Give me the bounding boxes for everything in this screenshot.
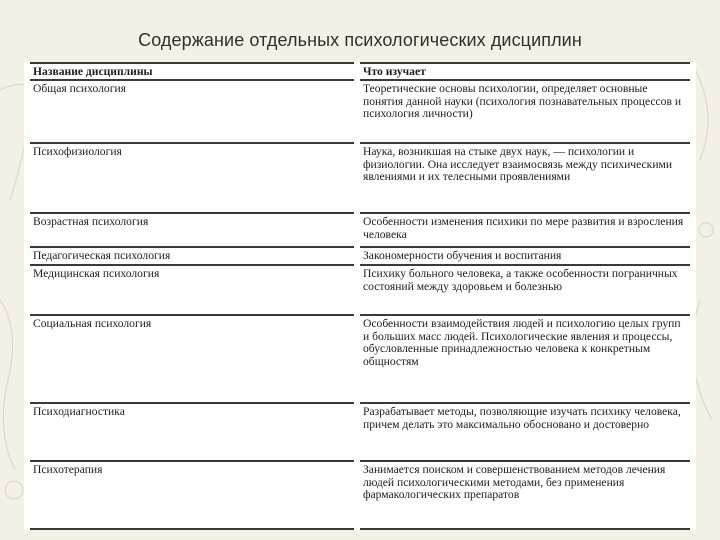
table-row bbox=[30, 142, 690, 212]
discipline-name: Общая психология bbox=[30, 79, 354, 142]
slide-title: Содержание отдельных психологических дисциплин bbox=[138, 30, 582, 50]
table-row bbox=[30, 246, 690, 264]
discipline-name: Возрастная психология bbox=[30, 212, 354, 246]
discipline-description: Особенности взаимодействия людей и психологию целых групп и больших масс людей. Психологические явления и процессы, обусловленные принадлежностью человека к конкретным общностям bbox=[360, 314, 690, 402]
discipline-description: Наука, возникшая на стыке двух наук, — психологии и физиологии. Она исследует взаимосвязь между психическими явлениями и их телесными проявлениями bbox=[360, 142, 690, 212]
discipline-name: Медицинская психология bbox=[30, 264, 354, 314]
table-header-row bbox=[30, 62, 690, 79]
table-row bbox=[30, 212, 690, 246]
discipline-name: Психодиагностика bbox=[30, 402, 354, 460]
discipline-description: Занимается поиском и совершенствованием методов лечения людей психологическими методами, без применения фармакологических препаратов bbox=[360, 460, 690, 530]
column-header-discipline: Название дисциплины bbox=[30, 62, 354, 79]
table-row bbox=[30, 264, 690, 314]
discipline-description: Особенности изменения психики по мере развития и взросления человека bbox=[360, 212, 690, 246]
column-header-studies: Что изучает bbox=[360, 62, 690, 79]
discipline-name: Педагогическая психология bbox=[30, 246, 354, 264]
discipline-description: Теоретические основы психологии, определяет основные понятия данной науки (психология познавательных процессов и психология личности) bbox=[360, 79, 690, 142]
table-row bbox=[30, 460, 690, 530]
table-row bbox=[30, 314, 690, 402]
discipline-description: Закономерности обучения и воспитания bbox=[360, 246, 690, 264]
discipline-description: Психику больного человека, а также особенности пограничных состояний между здоровьем и болезнью bbox=[360, 264, 690, 314]
discipline-name: Социальная психология bbox=[30, 314, 354, 402]
disciplines-table-wrapper bbox=[24, 62, 696, 530]
discipline-description: Разрабатывает методы, позволяющие изучать психику человека, причем делать это максимально обосновано и достоверно bbox=[360, 402, 690, 460]
discipline-name: Психотерапия bbox=[30, 460, 354, 530]
table-row bbox=[30, 79, 690, 142]
discipline-name: Психофизиология bbox=[30, 142, 354, 212]
disciplines-table bbox=[24, 62, 696, 530]
table-row bbox=[30, 402, 690, 460]
